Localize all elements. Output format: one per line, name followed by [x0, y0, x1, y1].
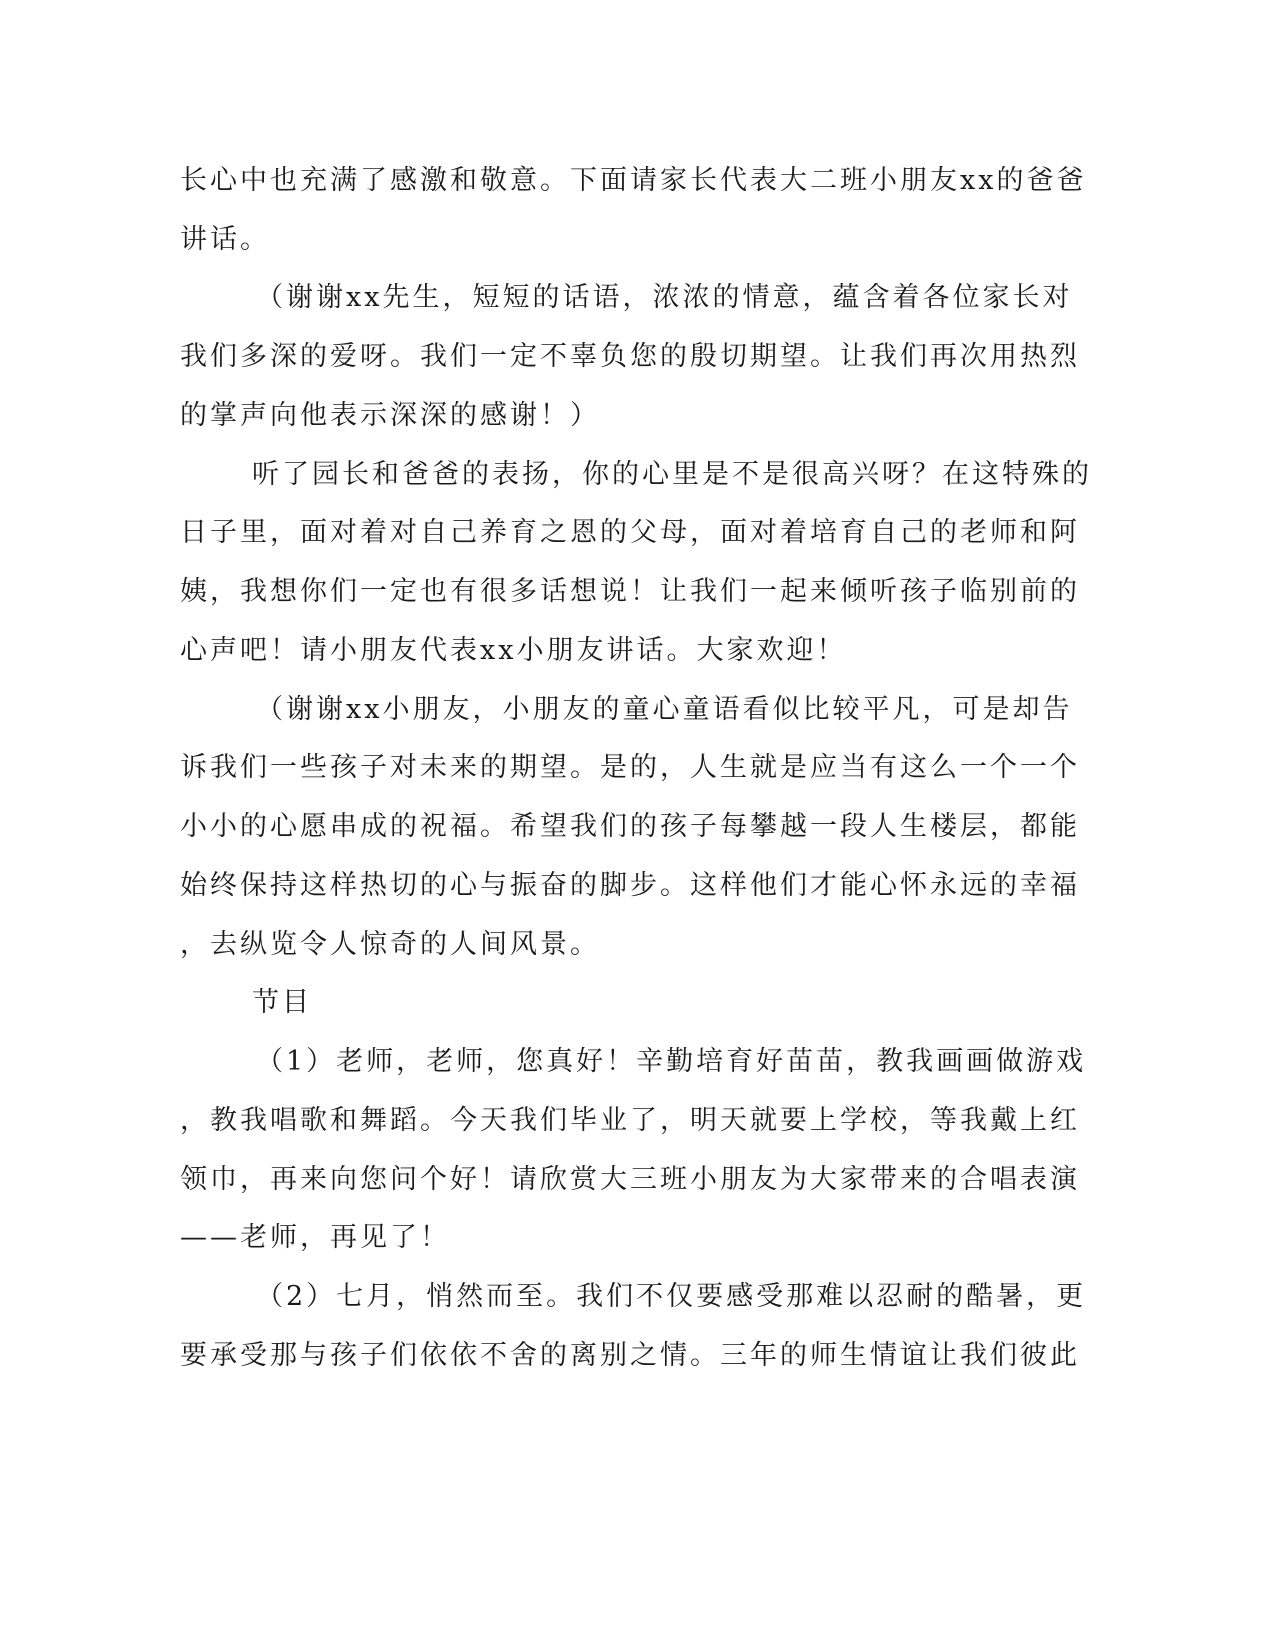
text-line: （谢谢xx先生，短短的话语，浓浓的情意，蕴含着各位家长对: [256, 282, 1073, 313]
text-line: 领巾，再来向您问个好！请欣赏大三班小朋友为大家带来的合唱表演: [180, 1164, 1080, 1195]
text-line: 心声吧！请小朋友代表xx小朋友讲话。大家欢迎！: [180, 635, 847, 666]
text-line: 要承受那与孩子们依依不舍的离别之情。三年的师生情谊让我们彼此: [180, 1340, 1080, 1371]
text-line: ，去纵览令人惊奇的人间风景。: [180, 929, 600, 960]
text-line: （1）老师，老师，您真好！辛勤培育好苗苗，教我画画做游戏: [256, 1046, 1087, 1077]
text-line: 讲话。: [180, 224, 270, 255]
text-line: 始终保持这样热切的心与振奋的脚步。这样他们才能心怀永远的幸福: [180, 870, 1080, 901]
text-line: 姨，我想你们一定也有很多话想说！让我们一起来倾听孩子临别前的: [180, 576, 1080, 607]
text-line: ——老师，再见了！: [180, 1222, 450, 1253]
text-line: 长心中也充满了感激和敬意。下面请家长代表大二班小朋友xx的爸爸: [180, 165, 1087, 196]
text-line: ，教我唱歌和舞蹈。今天我们毕业了，明天就要上学校，等我戴上红: [180, 1105, 1080, 1136]
text-line: （谢谢xx小朋友，小朋友的童心童语看似比较平凡，可是却告: [256, 694, 1073, 725]
text-line: 的掌声向他表示深深的感谢！）: [180, 400, 600, 431]
text-line: 小小的心愿串成的祝福。希望我们的孩子每攀越一段人生楼层，都能: [180, 811, 1080, 842]
text-line: 诉我们一些孩子对未来的期望。是的，人生就是应当有这么一个一个: [180, 752, 1080, 783]
section-heading: 节目: [252, 987, 312, 1018]
text-line: （2）七月，悄然而至。我们不仅要感受那难以忍耐的酷暑，更: [256, 1281, 1087, 1312]
text-line: 日子里，面对着对自己养育之恩的父母，面对着培育自己的老师和阿: [180, 517, 1080, 548]
text-line: 我们多深的爱呀。我们一定不辜负您的殷切期望。让我们再次用热烈: [180, 341, 1080, 372]
text-line: 听了园长和爸爸的表扬，你的心里是不是很高兴呀？在这特殊的: [252, 459, 1092, 490]
